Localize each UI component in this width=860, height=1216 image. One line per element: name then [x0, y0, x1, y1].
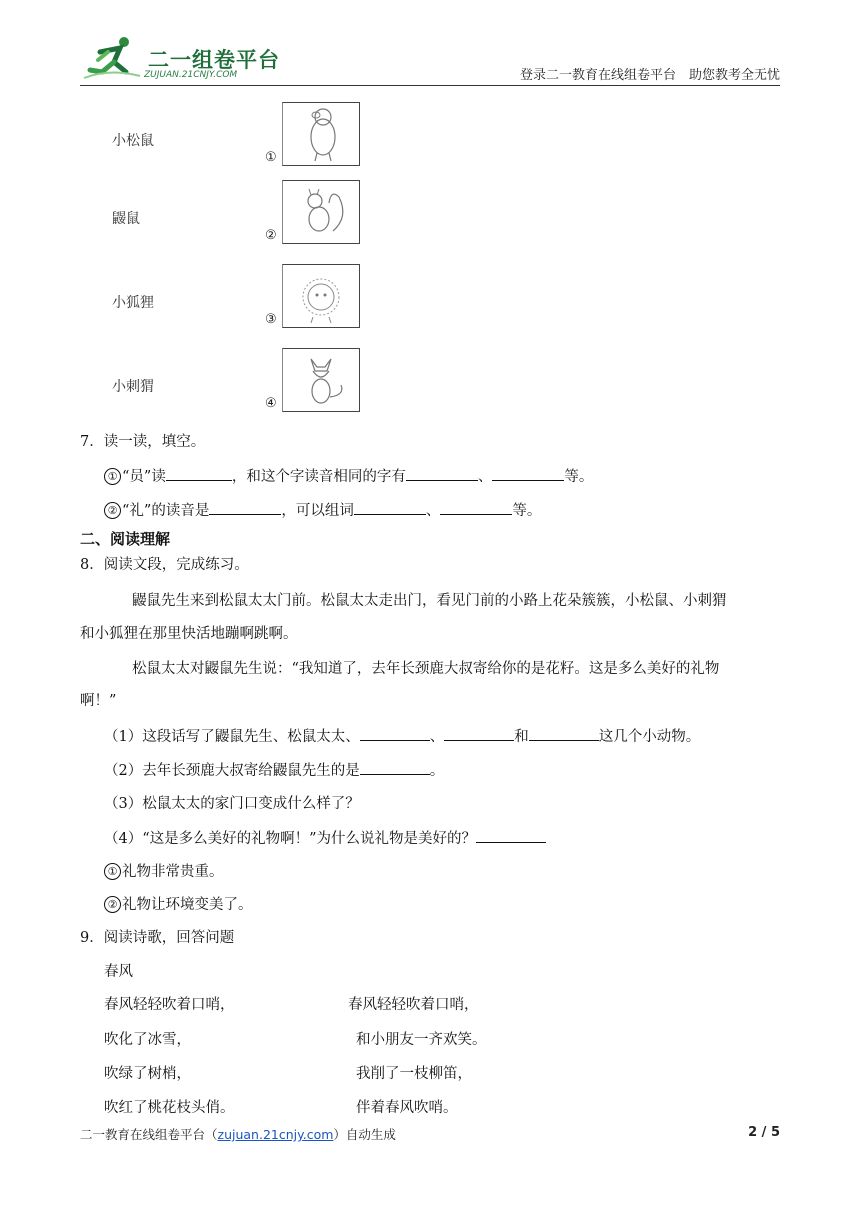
squirrel-picture [282, 180, 360, 244]
q8-subquestion-2 [104, 760, 444, 781]
circled-number: ① [104, 863, 121, 880]
text: 这几个小动物。 [598, 729, 701, 745]
text: “员”读 [122, 469, 166, 485]
q8-option-1[interactable] [104, 862, 224, 882]
q8-paragraph: 啊！” [80, 693, 117, 709]
fox-picture [282, 348, 360, 412]
q7-part2 [104, 500, 541, 521]
option-text: 礼物让环境变美了。 [122, 897, 253, 913]
runner-logo-icon [80, 32, 144, 82]
q8-subquestion-4 [104, 828, 546, 849]
animal-label: 鼹鼠 [112, 211, 140, 227]
text: 、 [425, 503, 441, 519]
q8-paragraph: 松鼠太太对鼹鼠先生说：“我知道了，去年长颈鹿大叔寄给你的是花籽。这是多么美好的礼物 [132, 661, 720, 677]
picture-number: ① [265, 150, 277, 165]
option-text: 礼物非常贵重。 [122, 864, 224, 880]
poem-line: 吹化了冰雪， [104, 1032, 191, 1048]
text: 等。 [512, 503, 542, 519]
text: 、 [477, 469, 493, 485]
picture-number: ③ [265, 312, 277, 327]
poem-line: 吹绿了树梢， [104, 1066, 191, 1082]
poem-line: 伴着春风吹哨。 [356, 1100, 458, 1116]
text: 。 [429, 763, 445, 779]
q7-title: 7．读一读，填空。 [80, 434, 206, 450]
logo-text: 二一组卷平台 [148, 48, 280, 72]
q8-subquestion-1 [104, 726, 700, 747]
q8-paragraph: 鼹鼠先生来到松鼠太太门前。松鼠太太走出门，看见门前的小路上花朵簇簇，小松鼠、小刺猬 [132, 593, 727, 609]
animal-label: 小狐狸 [112, 295, 154, 311]
header-divider [80, 85, 780, 86]
poem-line: 春风轻轻吹着口哨， [104, 997, 235, 1013]
answer-blank[interactable] [360, 726, 430, 741]
answer-blank[interactable] [492, 466, 564, 481]
text: “礼”的读音是 [122, 503, 210, 519]
page-footer [80, 1125, 396, 1143]
picture-number: ② [265, 228, 277, 243]
answer-blank[interactable] [440, 500, 512, 515]
text: （1）这段话写了鼹鼠先生、松鼠太太、 [104, 729, 360, 745]
text: 等。 [564, 469, 594, 485]
matching-exercise [80, 96, 440, 416]
hedgehog-picture [282, 264, 360, 328]
q8-subquestion-3: （3）松鼠太太的家门口变成什么样了？ [104, 796, 360, 812]
answer-blank[interactable] [529, 726, 599, 741]
animal-label: 小松鼠 [112, 133, 154, 149]
answer-blank[interactable] [360, 760, 430, 775]
circled-number: ② [104, 896, 121, 913]
poem-title: 春风 [104, 964, 133, 980]
animal-label: 小刺猬 [112, 379, 154, 395]
q8-title: 8．阅读文段，完成练习。 [80, 557, 249, 573]
answer-blank[interactable] [209, 500, 281, 515]
text: ，可以组词 [281, 503, 354, 519]
answer-blank[interactable] [354, 500, 426, 515]
header-slogan: 登录二一教育在线组卷平台 助您教考全无忧 [519, 68, 780, 83]
text: （4）“这是多么美好的礼物啊！”为什么说礼物是美好的？ [104, 831, 477, 847]
mole-picture [282, 102, 360, 166]
page-header [80, 28, 780, 86]
text: ，和这个字读音相同的字有 [231, 469, 406, 485]
squirrel-icon [283, 181, 359, 243]
answer-blank[interactable] [166, 466, 232, 481]
logo-subtext: ZUJUAN.21CNJY.COM [144, 70, 238, 80]
q9-title: 9．阅读诗歌，回答问题 [80, 930, 235, 946]
answer-blank[interactable] [406, 466, 478, 481]
footer-text: ）自动生成 [333, 1127, 396, 1142]
circled-number: ① [104, 468, 121, 485]
fox-icon [283, 349, 359, 411]
q8-paragraph: 和小狐狸在那里快活地蹦啊跳啊。 [80, 626, 298, 642]
text: 、 [429, 729, 445, 745]
q8-option-2[interactable] [104, 895, 253, 915]
poem-line: 我削了一枝柳笛， [356, 1066, 472, 1082]
footer-link[interactable]: zujuan.21cnjy.com [217, 1127, 334, 1142]
poem-line: 春风轻轻吹着口哨， [348, 997, 479, 1013]
hedgehog-icon [283, 265, 359, 327]
circled-number: ② [104, 502, 121, 519]
section-title: 二、阅读理解 [80, 530, 171, 548]
site-logo[interactable] [80, 32, 280, 82]
answer-blank[interactable] [476, 828, 546, 843]
footer-text: 二一教育在线组卷平台（ [80, 1127, 218, 1142]
poem-line: 吹红了桃花枝头俏。 [104, 1100, 235, 1116]
page-number: 2 / 5 [748, 1125, 780, 1140]
text: 和 [514, 729, 529, 745]
q7-part1 [104, 466, 593, 487]
mole-icon [283, 103, 359, 165]
text: （2）去年长颈鹿大叔寄给鼹鼠先生的是 [104, 763, 360, 779]
picture-number: ④ [265, 396, 277, 411]
poem-line: 和小朋友一齐欢笑。 [356, 1032, 487, 1048]
answer-blank[interactable] [444, 726, 514, 741]
